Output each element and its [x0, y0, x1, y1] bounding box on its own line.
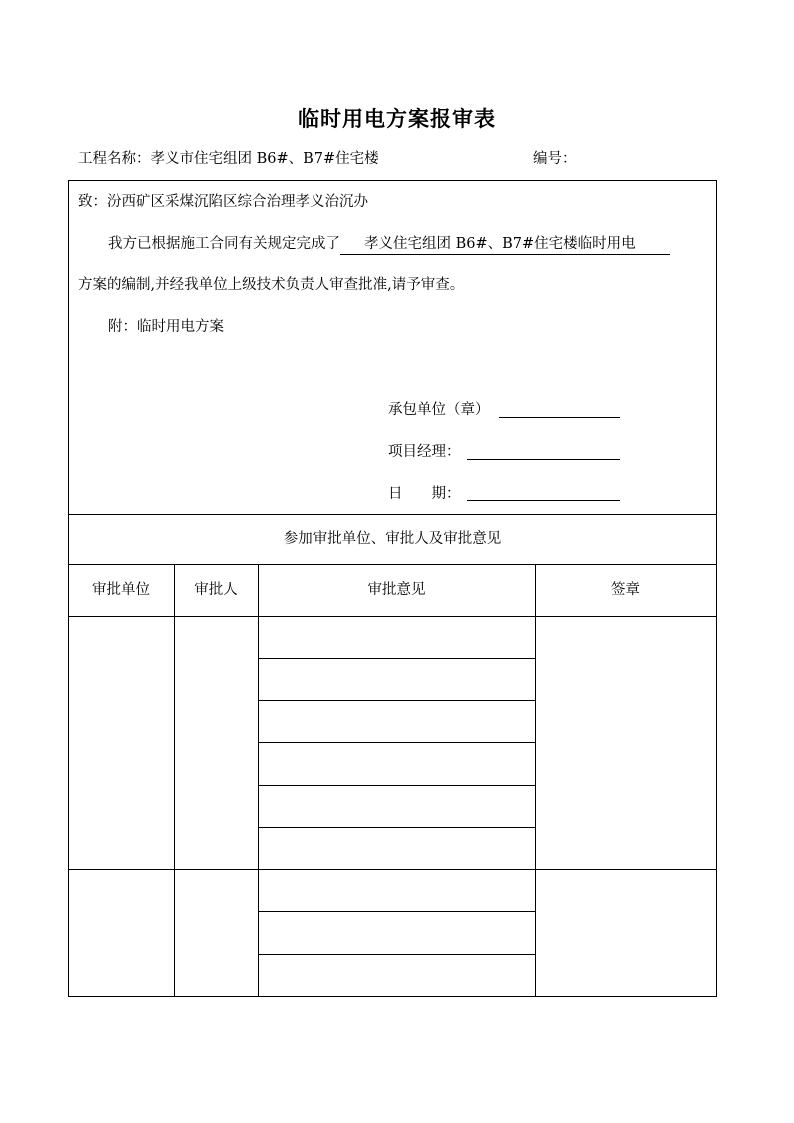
form-title: 临时用电方案报审表 [298, 106, 496, 131]
column-header-seal: 签章 [611, 582, 640, 598]
contractor-label: 承包单位（章） [388, 402, 490, 418]
date-field [388, 484, 461, 504]
table-border-right [716, 180, 717, 997]
table-divider [68, 616, 717, 617]
letter-body-line1 [108, 234, 670, 255]
column-header-opinion: 审批意见 [367, 582, 426, 598]
contractor-signature-line [499, 417, 620, 418]
opinion-line [258, 911, 536, 912]
opinion-line [258, 700, 536, 701]
letter-body-underlined: 孝义住宅组团 B6#、B7#住宅楼临时用电 [340, 234, 670, 255]
contractor-signature [388, 400, 490, 420]
column-divider [174, 564, 175, 997]
table-border-top [68, 180, 717, 181]
form-number [533, 149, 577, 169]
manager-signature [388, 442, 461, 462]
date-label: 日 期： [388, 486, 461, 502]
letter-attachment: 附：临时用电方案 [108, 319, 224, 335]
table-divider [68, 869, 717, 870]
column-header-reviewer: 审批人 [194, 582, 238, 598]
letter-recipient: 致：汾西矿区采煤沉陷区综合治理孝义治沉办 [78, 194, 368, 210]
letter-body-prefix: 我方已根据施工合同有关规定完成了 [108, 236, 340, 252]
manager-signature-line [467, 459, 620, 460]
opinion-line [258, 742, 536, 743]
review-section-header: 参加审批单位、审批人及审批意见 [283, 531, 502, 547]
column-divider [535, 564, 536, 997]
project-name-value: 孝义市住宅组团 B6#、B7#住宅楼 [150, 151, 379, 167]
date-signature-line [467, 500, 620, 501]
opinion-line [258, 785, 536, 786]
opinion-line [258, 954, 536, 955]
opinion-line [258, 827, 536, 828]
form-number-label: 编号： [533, 151, 577, 167]
manager-label: 项目经理： [388, 444, 461, 460]
table-divider [68, 514, 717, 515]
column-divider [258, 564, 259, 997]
table-divider [68, 564, 717, 565]
column-header-unit: 审批单位 [92, 582, 150, 598]
opinion-line [258, 658, 536, 659]
project-name-label: 工程名称： [78, 151, 151, 167]
project-name [78, 149, 379, 169]
letter-body-line2: 方案的编制,并经我单位上级技术负责人审查批准,请予审查。 [78, 277, 465, 293]
table-border-bottom [68, 996, 717, 997]
